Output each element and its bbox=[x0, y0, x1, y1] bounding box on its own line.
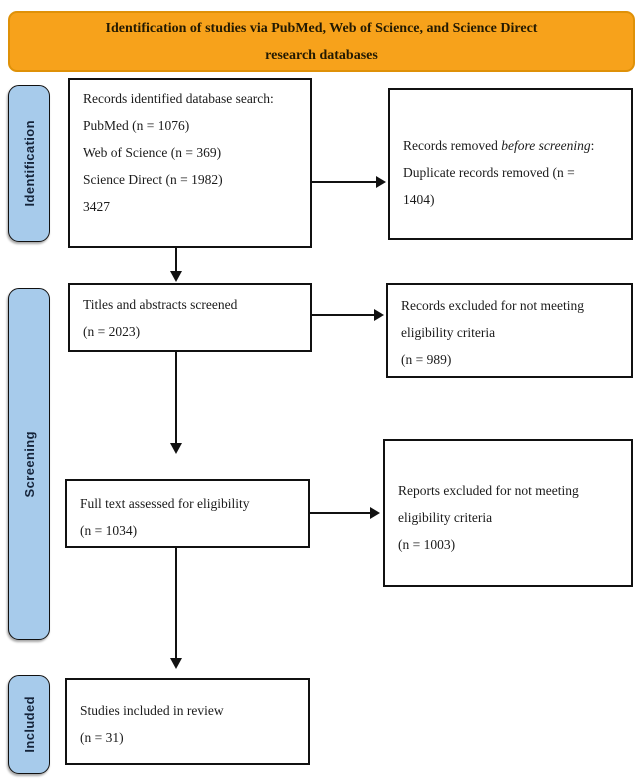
records-identified-item-pubmed: PubMed (n = 1076) bbox=[83, 118, 190, 133]
arrow-screened-to-excluded-shaft bbox=[312, 314, 376, 316]
titles-screened-box bbox=[68, 283, 312, 352]
stage-identification-label: Identification bbox=[21, 120, 37, 207]
records-removed-heading: Records removed before screening: bbox=[403, 138, 595, 153]
stage-screening-label: Screening bbox=[21, 430, 37, 498]
records-excluded-text: Records excluded for not meeting eligibility criteria bbox=[401, 298, 584, 340]
included-studies-text: Studies included in review bbox=[80, 703, 224, 718]
stage-screening bbox=[8, 288, 50, 640]
records-removed-item: Duplicate records removed (n = 1404) bbox=[403, 165, 575, 207]
included-studies-count: (n = 31) bbox=[80, 730, 124, 745]
header-line1: Identification of studies via PubMed, Web of Science, and Science Direct bbox=[105, 20, 538, 36]
titles-screened-text: Titles and abstracts screened bbox=[83, 297, 238, 312]
header-banner bbox=[8, 11, 635, 72]
arrow-fulltext-to-reports-head bbox=[370, 507, 380, 519]
records-identified-intro: Records identified database search: bbox=[83, 91, 274, 106]
stage-identification bbox=[8, 85, 50, 242]
records-excluded-box bbox=[386, 283, 633, 378]
arrow-screened-to-excluded-head bbox=[374, 309, 384, 321]
included-studies-box bbox=[65, 678, 310, 765]
reports-excluded-count: (n = 1003) bbox=[398, 537, 456, 552]
records-excluded-count: (n = 989) bbox=[401, 352, 452, 367]
records-identified-item-sciencedirect: Science Direct (n = 1982) bbox=[83, 172, 223, 187]
arrow-fulltext-to-included-head bbox=[170, 658, 182, 669]
arrow-screened-to-fulltext-head bbox=[170, 443, 182, 454]
arrow-identified-to-removed-head bbox=[376, 176, 386, 188]
arrow-fulltext-to-included-shaft bbox=[175, 548, 177, 660]
records-removed-box bbox=[388, 88, 633, 240]
full-text-text: Full text assessed for eligibility bbox=[80, 496, 250, 511]
arrow-identified-to-screened-head bbox=[170, 271, 182, 282]
records-identified-total: 3427 bbox=[83, 199, 110, 214]
header-line2: research databases bbox=[265, 47, 378, 63]
records-identified-item-wos: Web of Science (n = 369) bbox=[83, 145, 222, 160]
arrow-screened-to-fulltext-shaft bbox=[175, 352, 177, 444]
arrow-identified-to-removed-shaft bbox=[312, 181, 378, 183]
stage-included bbox=[8, 675, 50, 774]
stage-included-label: Included bbox=[21, 696, 37, 753]
full-text-box bbox=[65, 479, 310, 548]
records-identified-box bbox=[68, 78, 312, 248]
arrow-fulltext-to-reports-shaft bbox=[310, 512, 372, 514]
full-text-count: (n = 1034) bbox=[80, 523, 138, 538]
reports-excluded-text: Reports excluded for not meeting eligibility criteria bbox=[398, 483, 579, 525]
titles-screened-count: (n = 2023) bbox=[83, 324, 141, 339]
arrow-identified-to-screened-shaft bbox=[175, 248, 177, 273]
reports-excluded-box bbox=[383, 439, 633, 587]
